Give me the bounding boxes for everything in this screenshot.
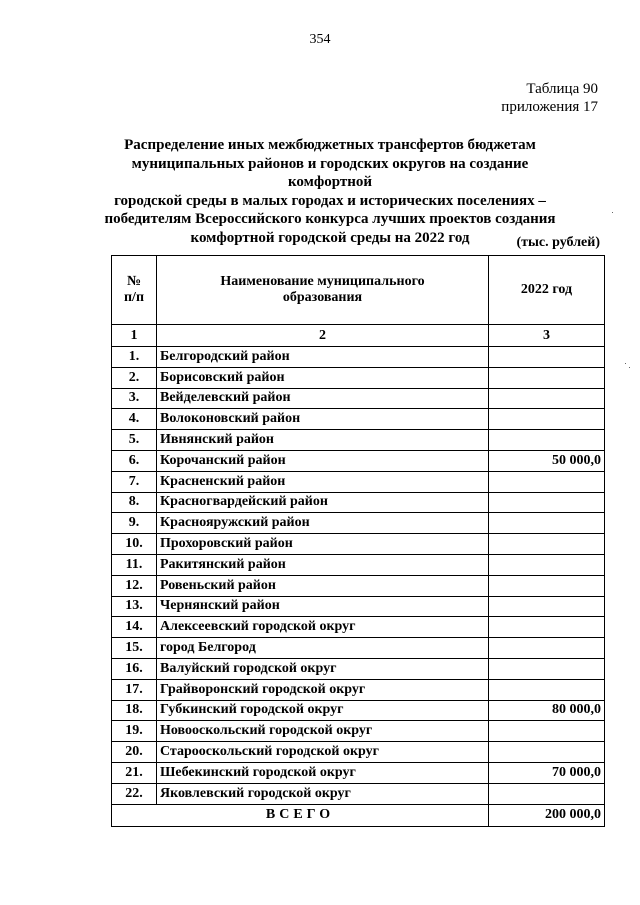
- row-name: Яковлевский городской округ: [157, 783, 489, 804]
- row-name: Ракитянский район: [157, 554, 489, 575]
- scan-speck: [629, 367, 630, 368]
- row-number: 11.: [112, 554, 157, 575]
- row-value: [489, 783, 605, 804]
- table-row: [112, 596, 605, 617]
- title-line2: муниципальных районов и городских округов на создание комфортной: [131, 155, 529, 190]
- table-ref-line1: Таблица 90: [526, 81, 598, 97]
- header-number: [112, 256, 157, 325]
- table-row: [112, 409, 605, 430]
- row-name: Чернянский район: [157, 596, 489, 617]
- table-row: [112, 762, 605, 783]
- table-row: [112, 679, 605, 700]
- row-number: 13.: [112, 596, 157, 617]
- row-value: [489, 388, 605, 409]
- row-value: [489, 679, 605, 700]
- row-name: Красненский район: [157, 471, 489, 492]
- total-label: ВСЕГО: [112, 804, 489, 826]
- row-value: [489, 513, 605, 534]
- column-number: 3: [489, 325, 605, 347]
- row-number: 10.: [112, 534, 157, 555]
- header-name-line2: образования: [282, 290, 363, 305]
- row-number: 7.: [112, 471, 157, 492]
- table-ref-line2: приложения 17: [501, 99, 598, 115]
- column-number-row: [112, 325, 605, 347]
- table-row: [112, 658, 605, 679]
- row-number: 21.: [112, 762, 157, 783]
- table-row: [112, 534, 605, 555]
- row-value: [489, 471, 605, 492]
- row-name: Борисовский район: [157, 367, 489, 388]
- row-name: город Белгород: [157, 638, 489, 659]
- scan-speck: [625, 363, 626, 364]
- row-name: Волоконовский район: [157, 409, 489, 430]
- row-name: Ровеньский район: [157, 575, 489, 596]
- row-number: 5.: [112, 430, 157, 451]
- row-value: [489, 367, 605, 388]
- title-line3: городской среды в малых городах и исторических поселениях –: [114, 192, 546, 209]
- table-row: [112, 492, 605, 513]
- row-value: [489, 617, 605, 638]
- row-value: [489, 658, 605, 679]
- table-row: [112, 638, 605, 659]
- header-name: [157, 256, 489, 325]
- table-row: [112, 700, 605, 721]
- table-row: [112, 721, 605, 742]
- scan-speck: [612, 212, 613, 213]
- row-number: 22.: [112, 783, 157, 804]
- row-number: 17.: [112, 679, 157, 700]
- row-value: [489, 492, 605, 513]
- total-row: [112, 804, 605, 826]
- row-number: 1.: [112, 347, 157, 368]
- row-number: 14.: [112, 617, 157, 638]
- row-name: Ивнянский район: [157, 430, 489, 451]
- title-line1: Распределение иных межбюджетных трансфертов бюджетам: [124, 137, 536, 153]
- row-value: [489, 347, 605, 368]
- row-name: Губкинский городской округ: [157, 700, 489, 721]
- header-number-line2: п/п: [123, 290, 145, 305]
- row-number: 8.: [112, 492, 157, 513]
- document-title: [100, 136, 560, 247]
- header-number-line1: №: [126, 274, 142, 289]
- row-name: Белгородский район: [157, 347, 489, 368]
- row-value: [489, 742, 605, 763]
- row-number: 12.: [112, 575, 157, 596]
- row-number: 4.: [112, 409, 157, 430]
- row-name: Старооскольский городской округ: [157, 742, 489, 763]
- column-number: 1: [112, 325, 157, 347]
- row-value: [489, 430, 605, 451]
- row-name: Краснояружский район: [157, 513, 489, 534]
- row-name: Грайворонский городской округ: [157, 679, 489, 700]
- table-header-row: [112, 256, 605, 325]
- row-name: Новооскольский городской округ: [157, 721, 489, 742]
- units-label: (тыс. рублей): [516, 235, 600, 250]
- row-value: [489, 409, 605, 430]
- table-row: [112, 367, 605, 388]
- row-number: 20.: [112, 742, 157, 763]
- row-number: 16.: [112, 658, 157, 679]
- distribution-table: [111, 255, 605, 827]
- title-line5: комфортной городской среды на 2022 год: [190, 229, 470, 246]
- row-number: 2.: [112, 367, 157, 388]
- row-value: [489, 534, 605, 555]
- row-value: [489, 638, 605, 659]
- row-name: Алексеевский городской округ: [157, 617, 489, 638]
- row-number: 6.: [112, 450, 157, 471]
- title-line4: победителям Всероссийского конкурса лучших проектов создания: [104, 211, 556, 227]
- header-year: 2022 год: [489, 256, 605, 325]
- table-row: [112, 471, 605, 492]
- table-row: [112, 783, 605, 804]
- table-row: [112, 388, 605, 409]
- row-name: Вейделевский район: [157, 388, 489, 409]
- row-value: [489, 554, 605, 575]
- table-reference: [501, 80, 598, 116]
- table-row: [112, 742, 605, 763]
- row-name: Шебекинский городской округ: [157, 762, 489, 783]
- table-row: [112, 513, 605, 534]
- row-number: 19.: [112, 721, 157, 742]
- row-value: 70 000,0: [489, 762, 605, 783]
- total-value: 200 000,0: [489, 804, 605, 826]
- row-number: 18.: [112, 700, 157, 721]
- row-value: [489, 721, 605, 742]
- row-name: Корочанский район: [157, 450, 489, 471]
- row-name: Валуйский городской округ: [157, 658, 489, 679]
- row-number: 9.: [112, 513, 157, 534]
- header-name-line1: Наименование муниципального: [220, 274, 425, 289]
- column-number: 2: [157, 325, 489, 347]
- table-row: [112, 575, 605, 596]
- row-value: 80 000,0: [489, 700, 605, 721]
- table-row: [112, 617, 605, 638]
- row-number: 15.: [112, 638, 157, 659]
- row-value: [489, 596, 605, 617]
- table-body: [112, 347, 605, 805]
- table-row: [112, 430, 605, 451]
- row-name: Прохоровский район: [157, 534, 489, 555]
- row-value: 50 000,0: [489, 450, 605, 471]
- table-row: [112, 450, 605, 471]
- row-number: 3.: [112, 388, 157, 409]
- row-name: Красногвардейский район: [157, 492, 489, 513]
- table-row: [112, 554, 605, 575]
- table-row: [112, 347, 605, 368]
- page-number: 354: [309, 32, 331, 47]
- row-value: [489, 575, 605, 596]
